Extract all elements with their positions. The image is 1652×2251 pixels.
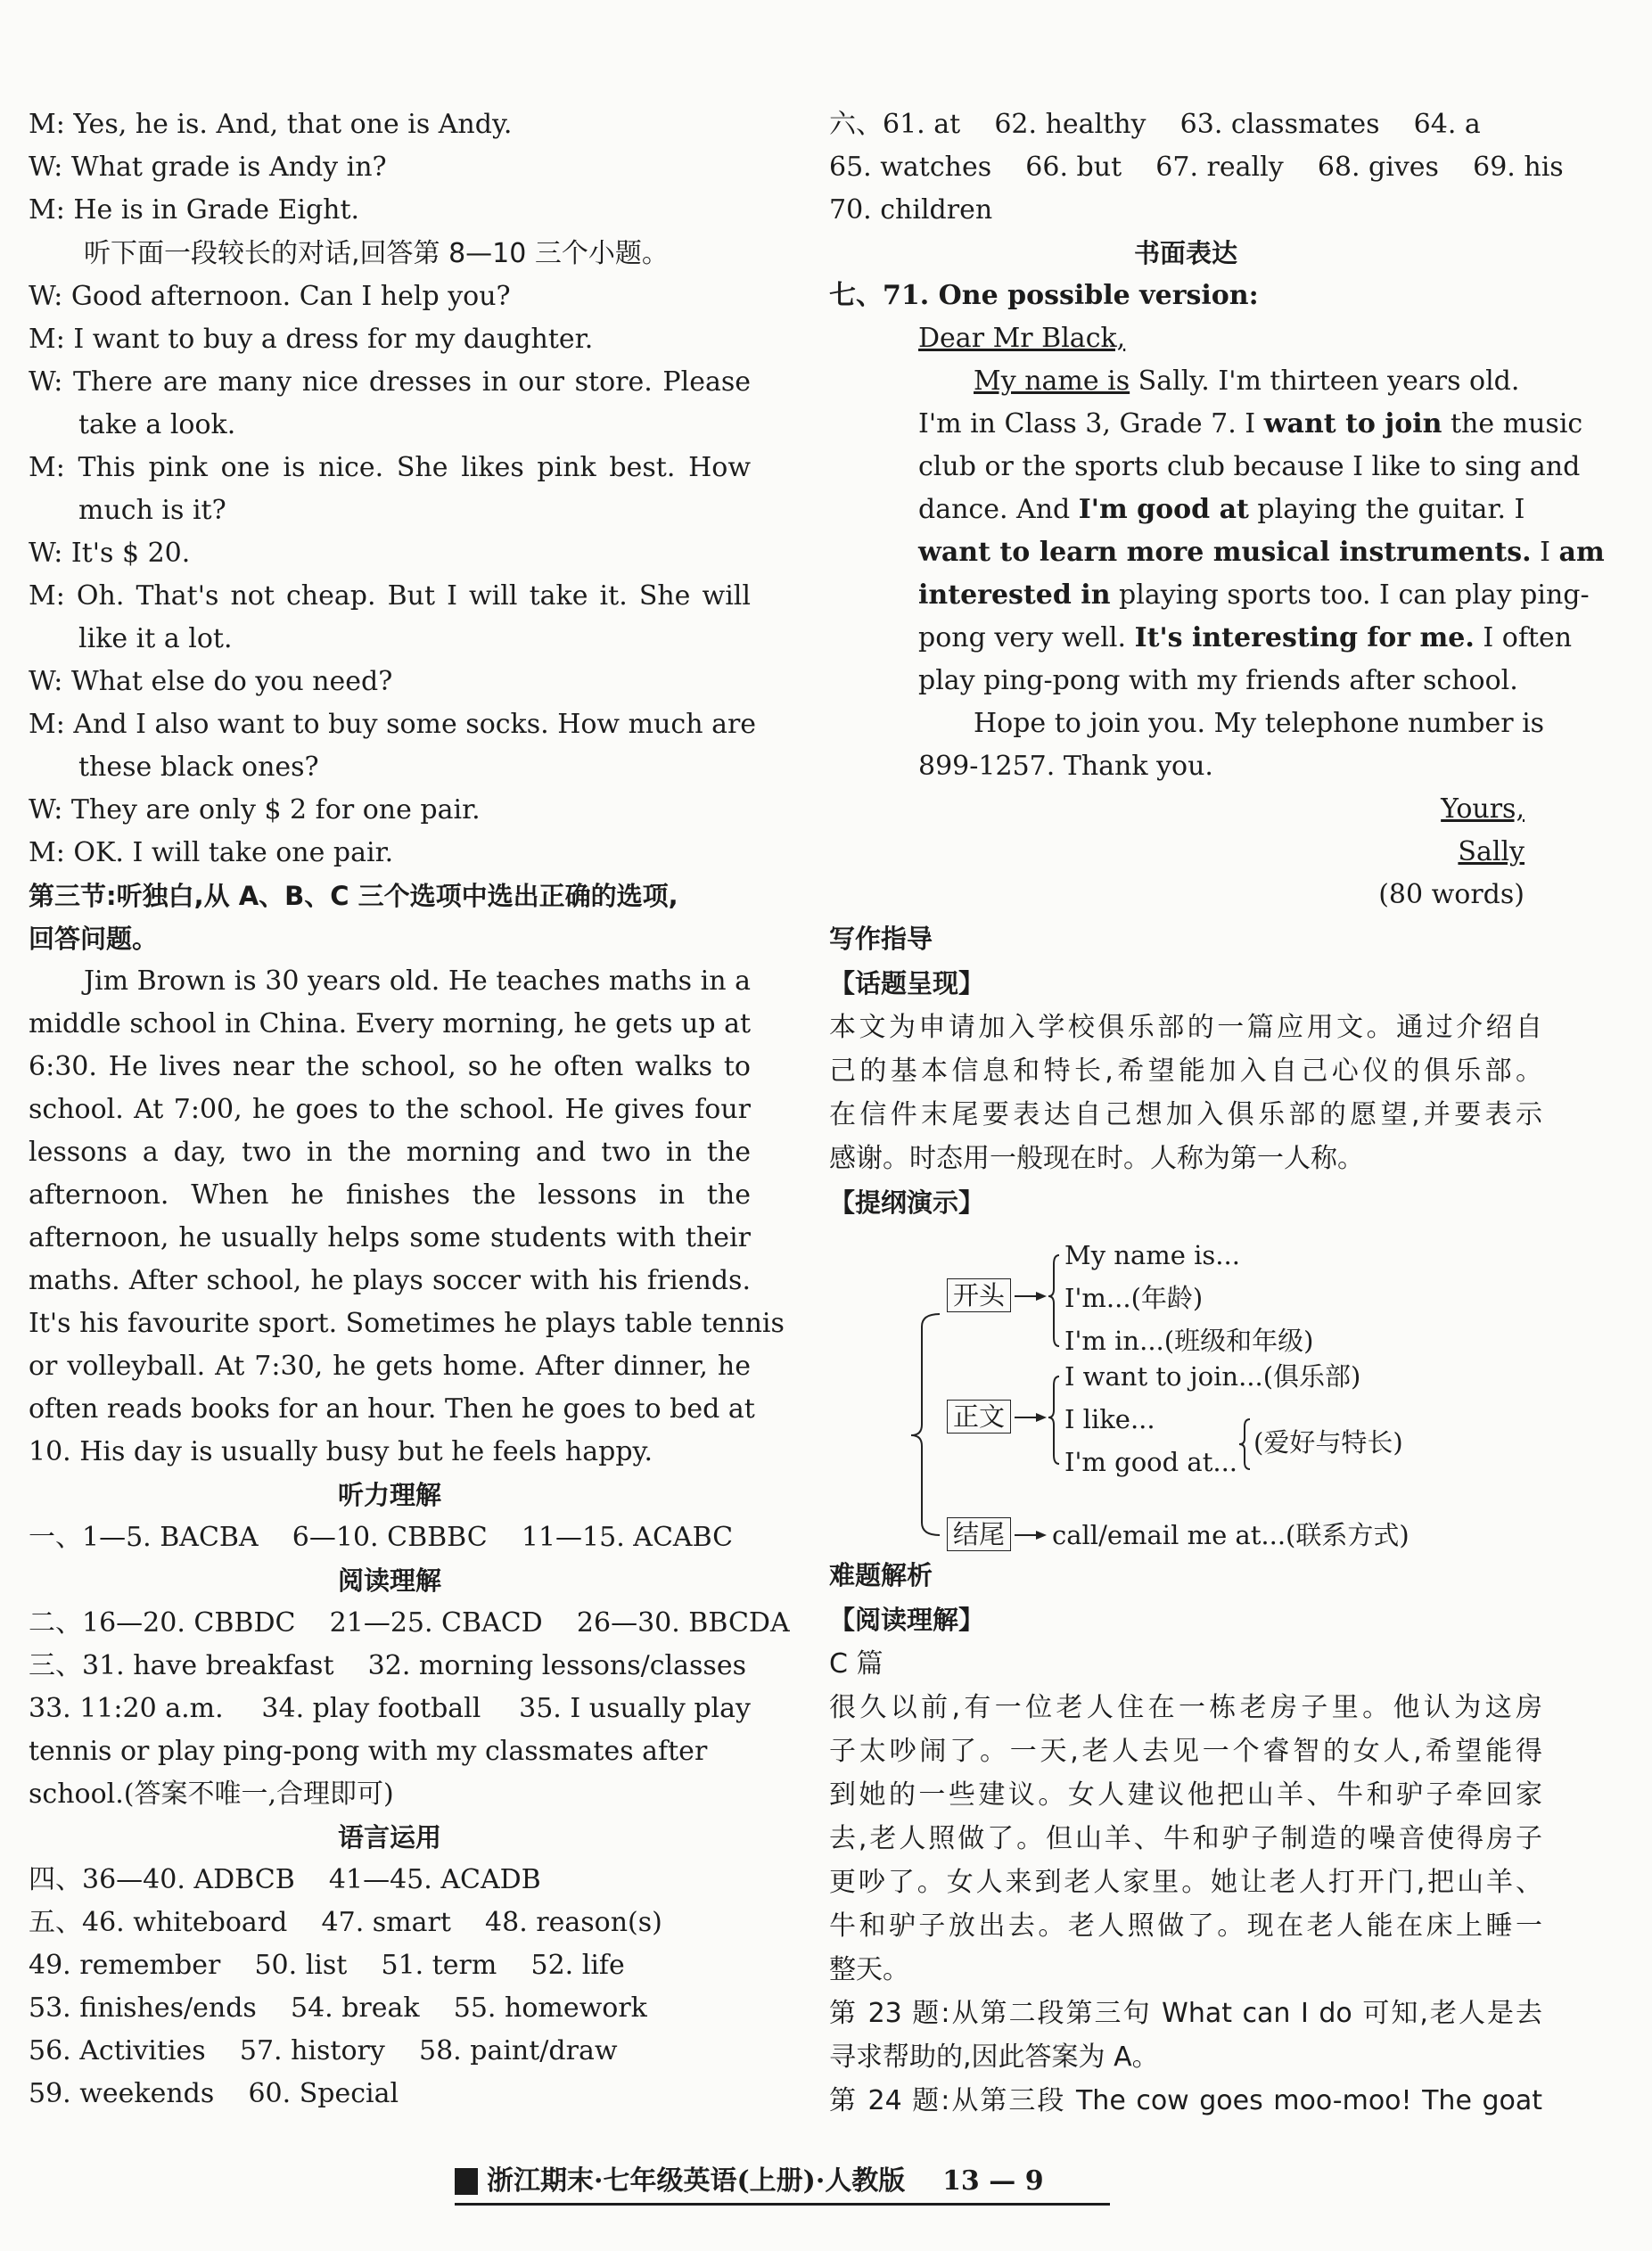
letter-bold: want to join [1263, 408, 1442, 440]
monologue-line: 6:30. He lives near the school, so he often walks to [29, 1051, 751, 1082]
dialog-line [29, 361, 751, 404]
topic-line: 本文为申请加入学校俱乐部的一篇应用文。通过介绍自 [829, 1012, 1542, 1043]
speaker-label: W: [29, 794, 63, 826]
topic-paragraph [829, 1006, 1542, 1180]
answers-5 [29, 1902, 751, 2115]
outline-note-brace [1239, 1419, 1250, 1469]
answer-item: 50. list [254, 1950, 348, 1981]
answer-item: 35. I usually play [519, 1693, 751, 1724]
dialog-1 [29, 103, 751, 232]
outline-body-brace [1048, 1376, 1059, 1464]
question-71: 七、71. One possible version: [829, 280, 1259, 311]
letter-text: Sally. I'm thirteen years old. [1130, 366, 1520, 397]
topic-line: 在信件末尾要表达自己想加入俱乐部的愿望,并要表示 [829, 1099, 1542, 1130]
answer-item: 60. Special [248, 2078, 399, 2109]
letter-bold: I'm good at [1078, 494, 1249, 525]
dialog-2 [29, 275, 757, 875]
footer-page-number: 13 — 9 [942, 2165, 1044, 2197]
book-logo-icon [455, 2168, 478, 2195]
dialog-text: I want to buy a dress for my daughter. [73, 324, 594, 355]
letter-bold: It's interesting for me. [1134, 622, 1475, 653]
answer-item: 64. a [1413, 109, 1481, 140]
heading-listening: 听力理解 [337, 1480, 441, 1510]
monologue-line: Jim Brown is 30 years old. He teaches maths in a [84, 965, 751, 997]
answer-item: 33. 11:20 a.m. [29, 1693, 224, 1724]
arrow-head [1036, 1531, 1047, 1540]
speaker-label: M: [29, 709, 65, 740]
letter-text: I [1531, 537, 1559, 568]
answer-item: 六、61. at [829, 109, 961, 140]
letter-bold: interested in [918, 579, 1111, 611]
dialog-line: W: What grade is Andy in? [29, 152, 387, 183]
answer-group: 21—25. CBACD [329, 1607, 543, 1639]
dialog-line: M: Yes, he is. And, that one is Andy. [29, 109, 513, 140]
answers-3-line: tennis or play ping-pong with my classmates after [29, 1736, 708, 1767]
answers-3-line [29, 1688, 751, 1730]
outline-open-item: My name is... [1064, 1240, 1240, 1270]
answer-item: 51. term [381, 1950, 497, 1981]
outline-body-item: I want to join...(俱乐部) [1064, 1361, 1361, 1392]
letter-line: play ping-pong with my friends after school. [918, 665, 1518, 696]
dialog-continuation: like it a lot. [78, 623, 233, 654]
answer-item: 63. classmates [1179, 109, 1380, 140]
answer-item: 五、46. whiteboard [29, 1907, 288, 1938]
answer-item: 67. really [1155, 152, 1284, 183]
speaker-label: W: [29, 281, 63, 312]
letter-text: the music [1442, 408, 1583, 440]
monologue-line: maths. After school, he plays soccer with his friends. [29, 1265, 751, 1296]
answer-item: 三、31. have breakfast [29, 1650, 334, 1681]
dialog-text: And I also want to buy some socks. How much are [73, 709, 757, 740]
answer-item: 65. watches [829, 152, 992, 183]
letter-line [918, 403, 1583, 446]
arrow-head [1036, 1292, 1047, 1301]
outline-diagram [829, 1228, 1542, 1553]
answer-group: 二、16—20. CBBDC [29, 1607, 296, 1639]
letter-bold: am [1558, 537, 1605, 568]
letter-body [829, 360, 1605, 916]
answers-4 [29, 1859, 751, 1902]
page-footer [455, 2161, 1110, 2202]
left-column [29, 103, 790, 2115]
word-count: (80 words) [1378, 879, 1525, 910]
analysis-paragraph [829, 1686, 1542, 1992]
answer-item: 32. morning lessons/classes [367, 1650, 746, 1681]
dialog-continuation: much is it? [78, 495, 226, 526]
analysis-line: 子太吵闹了。一天,老人去见一个睿智的女人,希望能得 [829, 1736, 1542, 1767]
answer-item: 59. weekends [29, 2078, 215, 2109]
q23-line: 寻求帮助的,因此答案为 A。 [829, 2042, 1159, 2073]
monologue-line: often reads books for an hour. Then he goes to bed at [29, 1393, 755, 1425]
answers-1 [29, 1516, 751, 1559]
letter-line [918, 574, 1590, 617]
answer-group: 一、1—5. BACBA [29, 1522, 259, 1553]
monologue-line: school. At 7:00, he goes to the school. He gives four [29, 1094, 751, 1125]
heading-difficult: 难题解析 [829, 1560, 933, 1590]
answers-3-line [29, 1645, 751, 1688]
letter-line [918, 617, 1573, 660]
dialog-text: What else do you need? [70, 666, 393, 697]
monologue-line: middle school in China. Every morning, he gets up at [29, 1008, 752, 1039]
letter-text: playing the guitar. I [1248, 494, 1525, 525]
letter-salutation: Dear Mr Black, [918, 323, 1126, 354]
dialog-text: Oh. That's not cheap. But I will take it. She will [76, 580, 751, 612]
dialog-line [29, 575, 751, 618]
answer-item: 58. paint/draw [419, 2035, 618, 2066]
answers-5-row [29, 1902, 751, 1944]
letter-signature: Sally [1458, 836, 1525, 867]
outline-end-box: 结尾 [947, 1517, 1011, 1551]
monologue-line: lessons a day, two in the morning and two in the [29, 1137, 751, 1168]
speaker-label: W: [29, 366, 63, 398]
speaker-label: M: [29, 837, 65, 868]
heading-language: 语言运用 [337, 1822, 441, 1853]
letter-underline: My name is [974, 366, 1130, 397]
topic-line: 己的基本信息和特长,希望能加入自己心仪的俱乐部。 [829, 1056, 1542, 1087]
answer-item: 53. finishes/ends [29, 1992, 257, 2024]
instruction-8-10: 听下面一段较长的对话,回答第 8—10 三个小题。 [84, 238, 669, 269]
answer-item: 48. reason(s) [485, 1907, 662, 1938]
heading-writing: 书面表达 [1133, 238, 1237, 268]
dialog-line [29, 318, 751, 361]
letter-text: dance. And [918, 494, 1079, 525]
dialog-line [29, 832, 751, 875]
answers-5-row [29, 1944, 751, 1987]
speaker-label: W: [29, 666, 63, 697]
dialog-line [29, 789, 751, 832]
dialog-line [29, 532, 751, 575]
letter-line [918, 489, 1542, 531]
dialog-text: OK. I will take one pair. [73, 837, 394, 868]
answer-item: 52. life [530, 1950, 625, 1981]
dialog-line [29, 447, 751, 489]
answer-item: 68. gives [1317, 152, 1439, 183]
monologue [29, 960, 785, 1431]
heading-topic: 【话题呈现】 [829, 968, 985, 998]
answers-6-row [829, 103, 1542, 146]
answers-6 [829, 103, 1564, 232]
monologue-last-line: 10. His day is usually busy but he feels happy. [29, 1436, 653, 1467]
letter-text: playing sports too. I can play ping- [1110, 579, 1590, 611]
passage-label: C 篇 [829, 1648, 884, 1680]
topic-line: 感谢。时态用一般现在时。人称为第一人称。 [829, 1143, 1364, 1174]
answer-group: 26—30. BBCDA [576, 1607, 790, 1639]
answer-item: 49. remember [29, 1950, 221, 1981]
letter-line [918, 360, 1542, 403]
analysis-line: 牛和驴子放出去。老人照做了。现在老人能在床上睡一 [829, 1910, 1542, 1942]
q24-line: 第 24 题:从第三段 The cow goes moo-moo! The goat [829, 2085, 1542, 2116]
analysis-line: 去,老人照做了。但山羊、牛和驴子制造的噪音使得房子 [829, 1823, 1542, 1854]
heading-outline: 【提纲演示】 [829, 1187, 985, 1218]
analysis-line: 整天。 [829, 1954, 909, 1985]
answers-6-row [829, 189, 1542, 232]
analysis-line: 很久以前,有一位老人住在一栋老房子里。他认为这房 [829, 1692, 1542, 1723]
heading-writing-guide: 写作指导 [829, 924, 933, 954]
outline-end-item: call/email me at...(联系方式) [1052, 1520, 1410, 1550]
letter-line: 899-1257. Thank you. [918, 751, 1213, 782]
footer-rule [455, 2203, 1110, 2206]
dialog-line [29, 275, 751, 318]
section-3-heading-line: 第三节:听独白,从 A、B、C 三个选项中选出正确的选项, [29, 881, 678, 911]
section-3-heading [29, 875, 751, 960]
arrow-head [1036, 1413, 1047, 1422]
outline-body-item: I like... [1064, 1404, 1155, 1434]
answers-6-row [829, 146, 1564, 189]
analysis-line: 到她的一些建议。女人建议他把山羊、牛和驴子牵回家 [829, 1779, 1542, 1811]
letter-closing: Yours, [1441, 793, 1525, 825]
letter-text: pong very well. [918, 622, 1135, 653]
dialog-text: This pink one is nice. She likes pink best. How [78, 452, 751, 483]
answers-3-line: school.(答案不唯一,合理即可) [29, 1779, 394, 1810]
dialog-continuation: these black ones? [78, 752, 319, 783]
outline-body-box: 正文 [947, 1400, 1011, 1434]
monologue-line: or volleyball. At 7:30, he gets home. After dinner, he [29, 1351, 751, 1382]
answers-5-row [29, 2073, 751, 2115]
letter-line: club or the sports club because I like to sing and [918, 451, 1581, 482]
answer-group: 6—10. CBBBC [292, 1522, 488, 1553]
answers-2 [29, 1602, 790, 1645]
footer-book-title: 浙江期末·七年级英语(上册)·人教版 [487, 2165, 906, 2197]
dialog-text: It's $ 20. [70, 538, 191, 569]
section-3-heading-line: 回答问题。 [29, 924, 159, 954]
letter-text: I'm in Class 3, Grade 7. I [918, 408, 1264, 440]
q23-line: 第 23 题:从第二段第三句 What can I do 可知,老人是去 [829, 1998, 1542, 2029]
answer-item: 54. break [290, 1992, 420, 2024]
answer-item: 47. smart [321, 1907, 451, 1938]
outline-open-brace [1048, 1255, 1059, 1346]
answer-group: 11—15. ACABC [521, 1522, 734, 1553]
answers-5-row [29, 2030, 751, 2073]
answer-group: 四、36—40. ADBCB [29, 1864, 295, 1895]
monologue-line: afternoon, he usually helps some students with their [29, 1222, 751, 1253]
letter-line [918, 531, 1605, 574]
dialog-continuation: take a look. [78, 409, 236, 440]
speaker-label: M: [29, 324, 65, 355]
outline-open-item: I'm in...(班级和年级) [1064, 1326, 1314, 1356]
answer-item: 66. but [1025, 152, 1122, 183]
answer-item: 62. healthy [994, 109, 1147, 140]
letter-bold: want to learn more musical instruments. [918, 537, 1532, 568]
answer-item: 57. history [239, 2035, 385, 2066]
outline-main-brace [911, 1314, 940, 1535]
analysis-line: 更吵了。女人来到老人家里。她让老人打开门,把山羊、 [829, 1867, 1542, 1898]
dialog-text: They are only $ 2 for one pair. [70, 794, 481, 826]
outline-open-item: I'm...(年龄) [1064, 1283, 1204, 1313]
answer-group: 41—45. ACADB [328, 1864, 541, 1895]
answers-5-row [29, 1987, 751, 2030]
answer-item: 69. his [1473, 152, 1564, 183]
answer-item: 56. Activities [29, 2035, 206, 2066]
speaker-label: M: [29, 452, 65, 483]
monologue-line: afternoon. When he finishes the lessons in the [29, 1179, 751, 1211]
letter-line: Hope to join you. My telephone number is [974, 708, 1545, 739]
dialog-text: Good afternoon. Can I help you? [70, 281, 511, 312]
right-column [829, 103, 1605, 2123]
speaker-label: M: [29, 580, 65, 612]
answer-item: 70. children [829, 194, 993, 226]
answer-item: 55. homework [453, 1992, 647, 2024]
dialog-line [29, 703, 757, 746]
monologue-line: It's his favourite sport. Sometimes he plays table tennis [29, 1308, 785, 1339]
heading-reading: 阅读理解 [337, 1565, 441, 1596]
letter-text: I often [1474, 622, 1573, 653]
dialog-line [29, 661, 751, 703]
dialog-line: M: He is in Grade Eight. [29, 194, 360, 226]
outline-open-box: 开头 [947, 1278, 1011, 1312]
dialog-text: There are many nice dresses in our store. Please [73, 366, 751, 398]
heading-reading-analysis: 【阅读理解】 [829, 1605, 985, 1635]
outline-body-item: I'm good at... [1064, 1447, 1238, 1477]
answer-item: 34. play football [261, 1693, 481, 1724]
speaker-label: W: [29, 538, 63, 569]
outline-body-note: (爱好与特长) [1253, 1427, 1403, 1458]
